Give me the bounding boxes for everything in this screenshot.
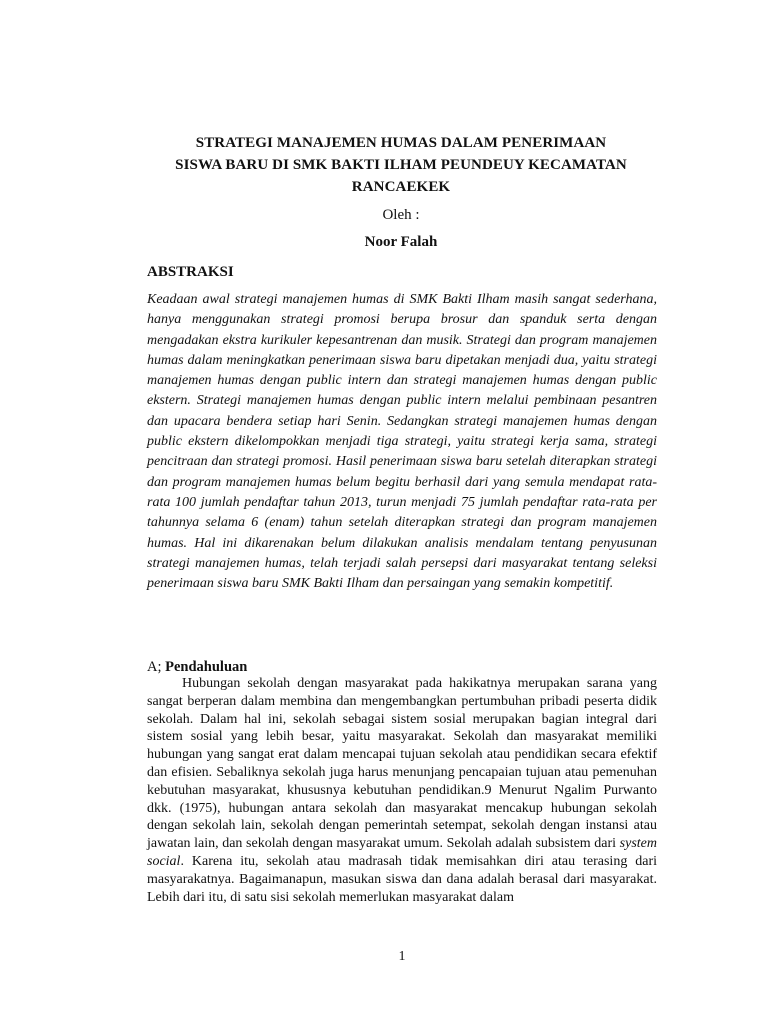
title-line: STRATEGI MANAJEMEN HUMAS DALAM PENERIMAAN: [195, 135, 607, 151]
abstract-paragraph: Keadaan awal strategi manajemen humas di SMK Bakti Ilham masih sangat sederhana, hanya menggunakan strategi promosi berupa brosur dan spanduk serta dengan mengadakan ekstra kurikuler kepesantrenan dan musik. Strategi dan program manajemen humas dalam meningkatkan penerimaan siswa baru dipetakan menjadi dua, yaitu strategi manajemen humas dengan public intern dan strategi manajemen humas dengan public ekstern. Strategi manajemen humas dengan public intern melalui pembinaan pesantren dan upacara bendera setiap hari Senin. Sedangkan strategi manajemen humas dengan public ekstern dikelompokkan menjadi tiga strategi, yaitu strategi kerja sama, strategi pencitraan dan strategi promosi. Hasil penerimaan siswa baru setelah diterapkan strategi dan program manajemen humas belum begitu berhasil dari yang semula mendapat rata-rata 100 jumlah pendaftar tahun 2013, turun menjadi 75 jumlah pendaftar rata-rata per tahunnya selama 6 (enam) tahun setelah diterapkan strategi dan program manajemen humas. Hal ini dikarenakan belum dilakukan analisis mendalam tentang penyusunan strategi manajemen humas, telah terjadi salah persepsi dari masyarakat tentang seleksi penerimaan siswa baru SMK Bakti Ilham dan persaingan yang semakin kompetitif.: [147, 292, 657, 592]
title-line: SISWA BARU DI SMK BAKTI ILHAM PEUNDEUY KECAMATAN: [175, 157, 627, 173]
abstract-heading: ABSTRAKSI: [147, 264, 234, 280]
section-heading: [147, 657, 247, 677]
section-title: Pendahuluan: [165, 659, 248, 675]
document-title: [150, 132, 652, 198]
intro-text-part: . Karena itu, sekolah atau madrasah tidak memisahkan diri atau terasing dari masyarakatnya. Bagaimanapun, masukan siswa dan dana adalah berasal dari masyarakat. Lebih dari itu, di satu sisi sekolah memerlukan masyarakat dalam: [147, 853, 657, 905]
intro-text-emphasis: system social: [147, 836, 657, 869]
intro-text-part: Hubungan sekolah dengan masyarakat pada hakikatnya merupakan sarana yang sangat berperan dalam membina dan mengembangkan pertumbuhan pribadi peserta didik sekolah. Dalam hal ini, sekolah sebagai sistem sosial merupakan bagian integral dari sistem sosial yang lebih besar, yaitu masyarakat. Sekolah dan masyarakat memiliki hubungan yang sangat erat dalam mencapai tujuan sekolah atau pendidikan secara efektif dan efisien. Sebaliknya sekolah juga harus menunjang pencapaian tujuan atau pemenuhan kebutuhan masyarakat, khususnya kebutuhan pendidikan.9 Menurut Ngalim Purwanto dkk. (1975), hubungan antara sekolah dan masyarakat mencakup hubungan sekolah dengan sekolah lain, sekolah dengan pemerintah setempat, sekolah dengan instansi atau jawatan lain, dan sekolah dengan masyarakat umum. Sekolah adalah subsistem dari: [147, 676, 657, 852]
byline-label: Oleh :: [382, 207, 420, 223]
introduction-paragraph: [147, 675, 657, 906]
page-number: 1: [398, 949, 406, 964]
title-line: RANCAEKEK: [351, 179, 451, 195]
author-name: Noor Falah: [364, 234, 438, 250]
section-number: A;: [147, 659, 162, 675]
